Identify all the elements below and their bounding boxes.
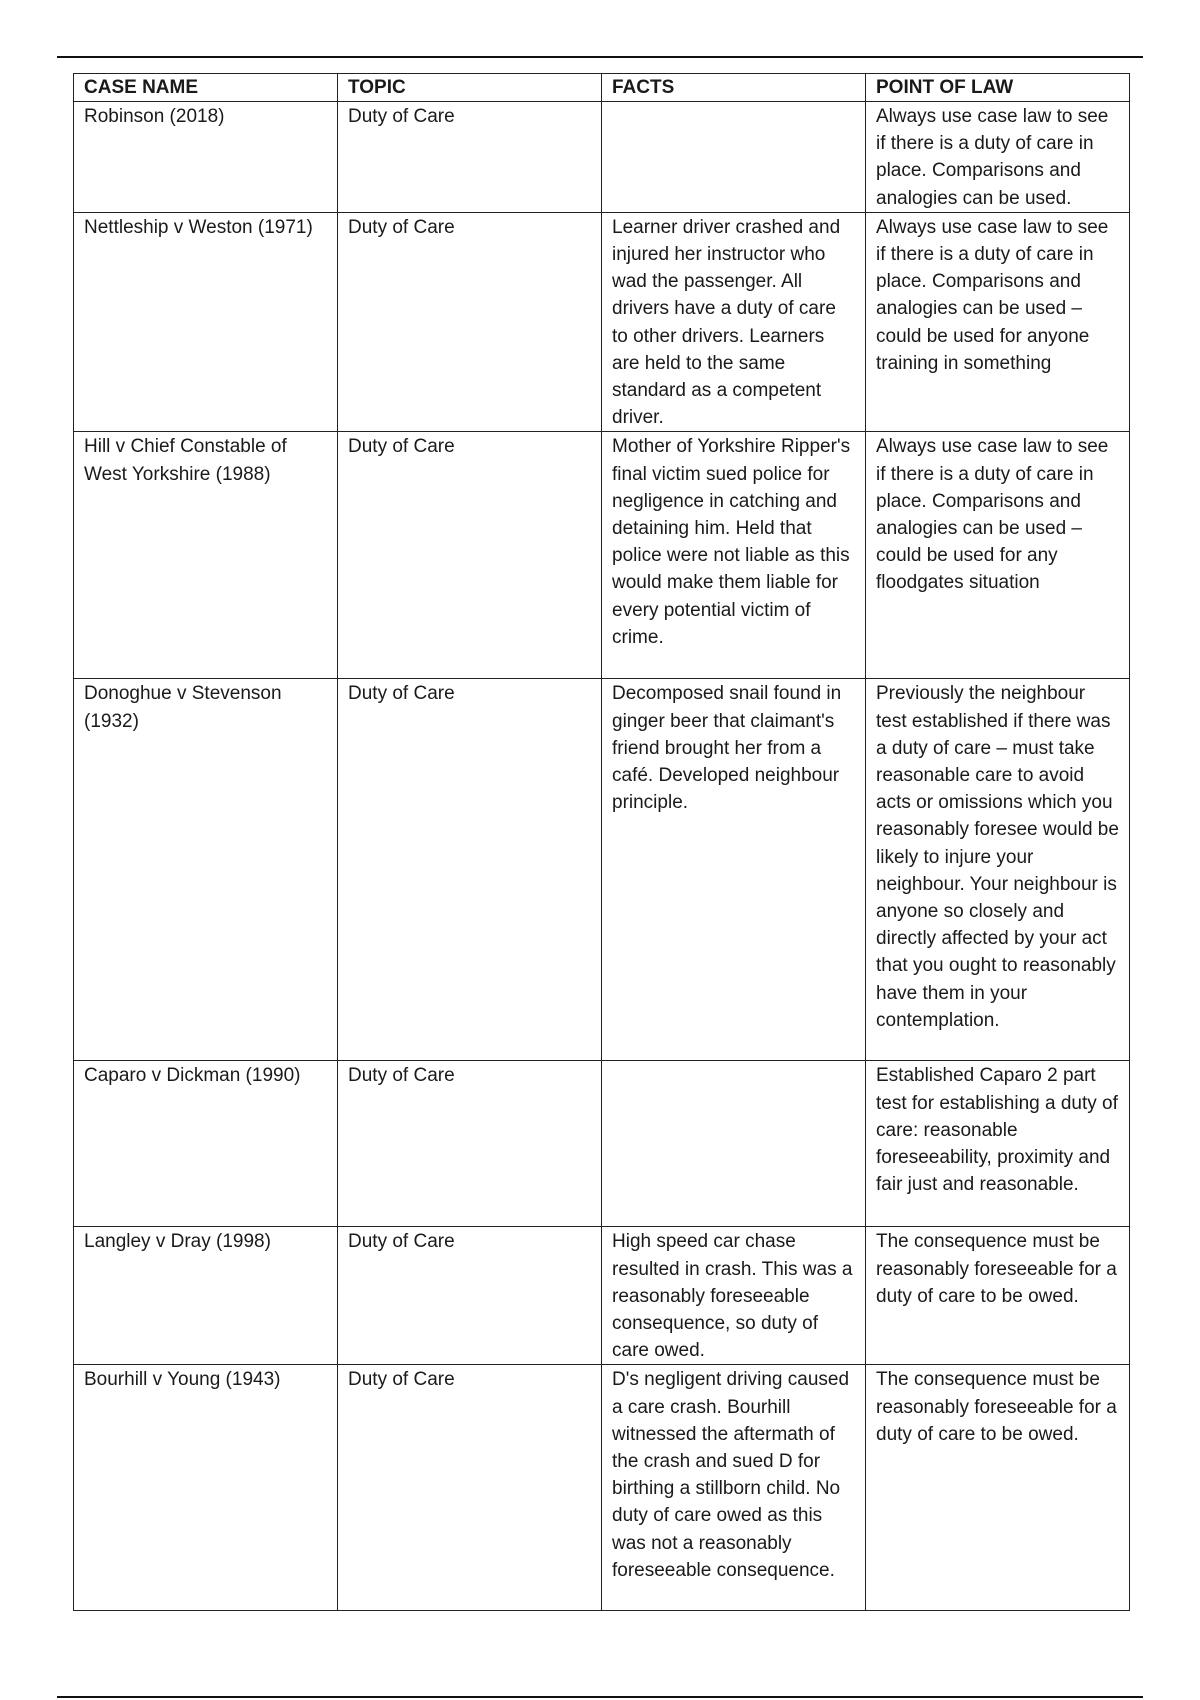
topic-cell: Duty of Care: [338, 212, 602, 432]
point-of-law-cell: Always use case law to see if there is a duty of care in place. Comparisons and analogies can be used.: [866, 102, 1130, 213]
table-row: [74, 432, 1130, 679]
case-name-cell: Bourhill v Young (1943): [74, 1365, 338, 1611]
table-row: [74, 102, 1130, 213]
point-of-law-cell: Previously the neighbour test established if there was a duty of care – must take reasonable care to avoid acts or omissions which you reasonably foresee would be likely to injure your neighbour. Your neighbour is anyone so closely and directly affected by your act that you ought to reasonably have them in your contemplation.: [866, 679, 1130, 1061]
facts-cell: Learner driver crashed and injured her instructor who wad the passenger. All drivers have a duty of care to other drivers. Learners are held to the same standard as a competent driver.: [602, 212, 866, 432]
table-row: [74, 212, 1130, 432]
facts-cell: [602, 1061, 866, 1227]
table-row: [74, 1365, 1130, 1611]
topic-cell: Duty of Care: [338, 1227, 602, 1365]
table-row: [74, 1227, 1130, 1365]
topic-cell: Duty of Care: [338, 1365, 602, 1611]
header-topic: TOPIC: [338, 74, 602, 102]
case-name-cell: Donoghue v Stevenson (1932): [74, 679, 338, 1061]
point-of-law-cell: The consequence must be reasonably foreseeable for a duty of care to be owed.: [866, 1227, 1130, 1365]
topic-cell: Duty of Care: [338, 432, 602, 679]
case-name-cell: Robinson (2018): [74, 102, 338, 213]
facts-cell: D's negligent driving caused a care crash. Bourhill witnessed the aftermath of the crash and sued D for birthing a stillborn child. No duty of care owed as this was not a reasonably foreseeable consequence.: [602, 1365, 866, 1611]
table-row: [74, 1061, 1130, 1227]
facts-cell: Decomposed snail found in ginger beer that claimant's friend brought her from a café. Developed neighbour principle.: [602, 679, 866, 1061]
point-of-law-cell: Always use case law to see if there is a duty of care in place. Comparisons and analogies can be used – could be used for anyone training in something: [866, 212, 1130, 432]
topic-cell: Duty of Care: [338, 679, 602, 1061]
topic-cell: Duty of Care: [338, 102, 602, 213]
facts-cell: [602, 102, 866, 213]
table-header-row: [74, 74, 1130, 102]
header-point-of-law: POINT OF LAW: [866, 74, 1130, 102]
point-of-law-cell: Always use case law to see if there is a duty of care in place. Comparisons and analogies can be used – could be used for any floodgates situation: [866, 432, 1130, 679]
point-of-law-cell: Established Caparo 2 part test for establishing a duty of care: reasonable foreseeability, proximity and fair just and reasonable.: [866, 1061, 1130, 1227]
header-rule: [57, 56, 1143, 58]
case-name-cell: Langley v Dray (1998): [74, 1227, 338, 1365]
facts-cell: Mother of Yorkshire Ripper's final victim sued police for negligence in catching and detaining him. Held that police were not liable as this would make them liable for every potential victim of crime.: [602, 432, 866, 679]
header-case-name: CASE NAME: [74, 74, 338, 102]
case-name-cell: Nettleship v Weston (1971): [74, 212, 338, 432]
facts-cell: High speed car chase resulted in crash. This was a reasonably foreseeable consequence, so duty of care owed.: [602, 1227, 866, 1365]
table-row: [74, 679, 1130, 1061]
topic-cell: Duty of Care: [338, 1061, 602, 1227]
header-facts: FACTS: [602, 74, 866, 102]
case-name-cell: Caparo v Dickman (1990): [74, 1061, 338, 1227]
case-name-cell: Hill v Chief Constable of West Yorkshire (1988): [74, 432, 338, 679]
point-of-law-cell: The consequence must be reasonably foreseeable for a duty of care to be owed.: [866, 1365, 1130, 1611]
footer-rule: [57, 1696, 1143, 1698]
case-law-table: [73, 73, 1130, 1611]
